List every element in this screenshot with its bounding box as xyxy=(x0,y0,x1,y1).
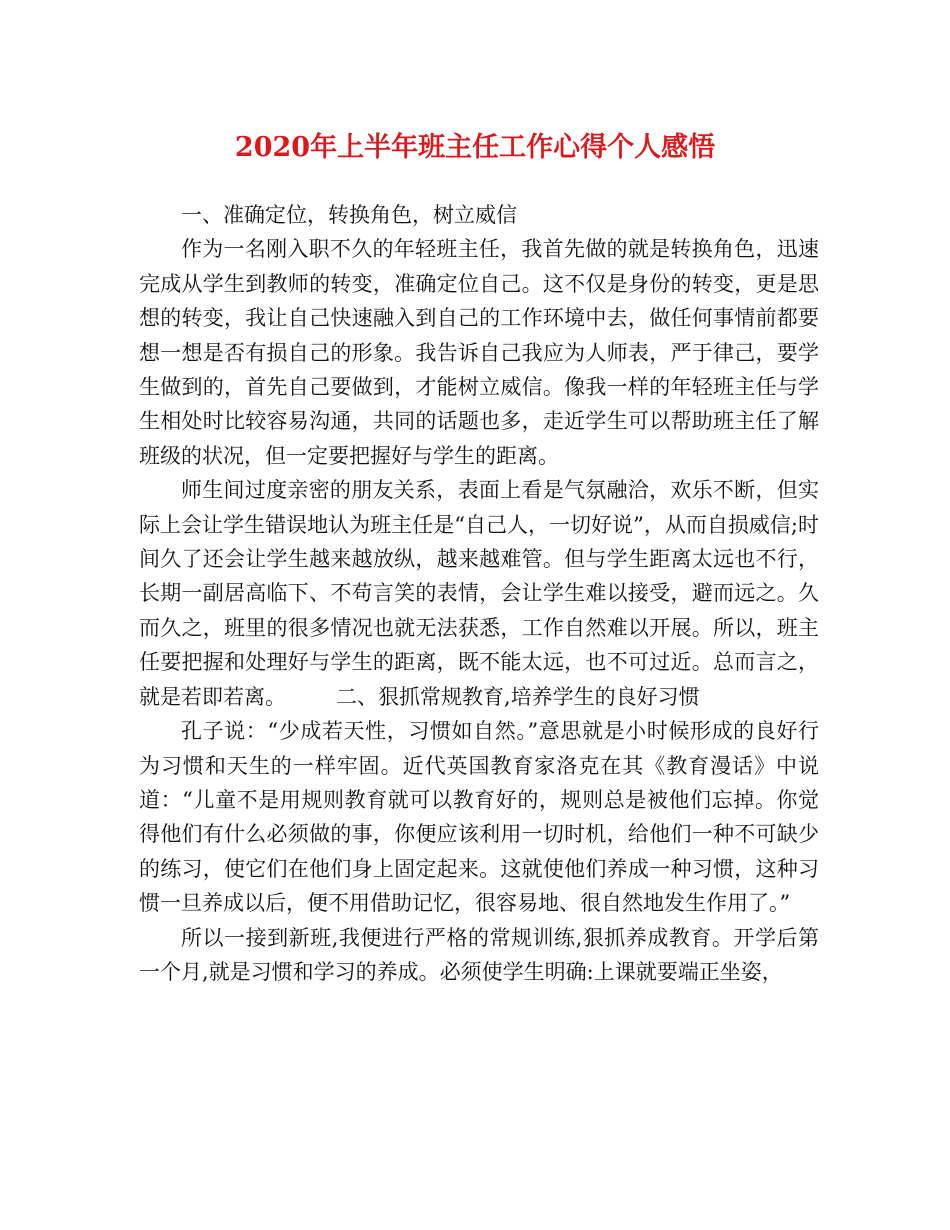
body-paragraph-2-text: 师生间过度亲密的朋友关系，表面上看是气氛融洽，欢乐不断，但实际上会让学生错误地认为班主任是“自己人，一切好说”，从而自损威信;时间久了还会让学生越来越放纵，越来越难管。但与学生距离太远也不行，长期一副居高临下、不苟言笑的表情，会让学生难以接受，避而远之。久而久之，班里的很多情况也就无法获悉，工作自然难以开展。所以，班主任要把握和处理好与学生的距离，既不能太远，也不可过近。总而言之，就是若即若离。 xyxy=(139,478,819,709)
body-paragraph-2 xyxy=(139,473,819,714)
document-title: 2020年上半年班主任工作心得个人感悟 xyxy=(234,132,716,163)
section-heading-1: 一、准确定位，转换角色，树立威信 xyxy=(181,203,517,227)
body-paragraph-4: 所以一接到新班,我便进行严格的常规训练,狠抓养成教育。开学后第一个月,就是习惯和学习的养成。必须使学生明确:上课就要端正坐姿， xyxy=(139,925,819,984)
body-paragraph-1: 作为一名刚入职不久的年轻班主任，我首先做的就是转换角色，迅速完成从学生到教师的转变，准确定位自己。这不仅是身份的转变，更是思想的转变，我让自己快速融入到自己的工作环境中去，做任何事情前都要想一想是否有损自己的形象。我告诉自己我应为人师表，严于律己，要学生做到的，首先自己要做到，才能树立威信。像我一样的年轻班主任与学生相处时比较容易沟通，共同的话题也多，走近学生可以帮助班主任了解班级的状况，但一定要把握好与学生的距离。 xyxy=(139,237,819,468)
document-body xyxy=(139,198,819,989)
body-paragraph-3: 孔子说：“少成若天性，习惯如自然。”意思就是小时候形成的良好行为习惯和天生的一样牢固。近代英国教育家洛克在其《教育漫话》中说道：“儿童不是用规则教育就可以教育好的，规则总是被他们忘掉。你觉得他们有什么必须做的事，你便应该利用一切时机，给他们一种不可缺少的练习，使它们在他们身上固定起来。这就使他们养成一种习惯，这种习惯一旦养成以后，便不用借助记忆，很容易地、很自然地发生作用了。” xyxy=(139,719,819,916)
section-heading-2: 二、狠抓常规教育,培养学生的良好习惯 xyxy=(336,684,700,709)
